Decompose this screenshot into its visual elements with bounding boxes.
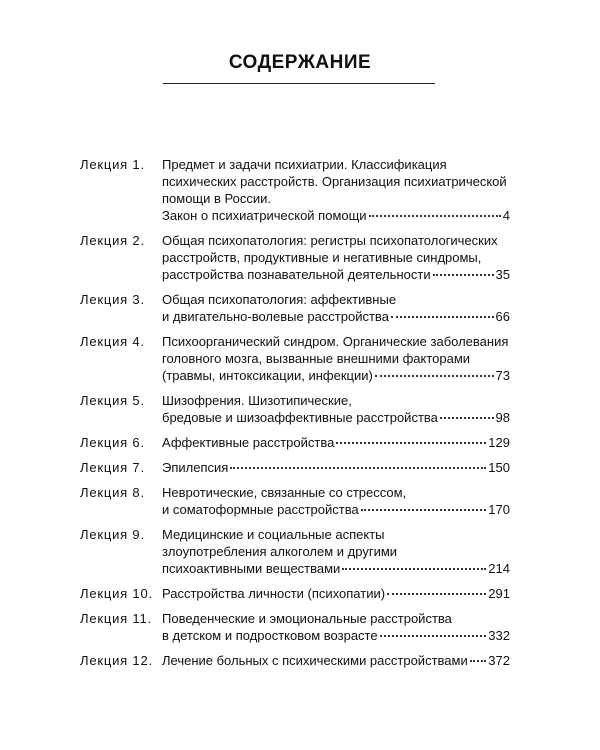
entry-title-line: Общая психопатология: регистры психопатологических <box>162 233 498 248</box>
entry-title-line: Поведенческие и эмоциональные расстройства <box>162 611 452 626</box>
page-number: 332 <box>488 628 510 643</box>
toc-entry <box>80 291 510 325</box>
entry-title-line: Предмет и задачи психиатрии. Классификация <box>162 157 447 172</box>
entry-title-line: головного мозга, вызванные внешними факторами <box>162 351 471 366</box>
dot-leader <box>369 215 501 217</box>
entry-title-line: Медицинские и социальные аспекты <box>162 527 385 542</box>
entry-title-line: Аффективные расстройства <box>162 435 335 450</box>
page-title: СОДЕРЖАНИЕ <box>228 52 372 73</box>
entry-last-line <box>162 207 510 224</box>
entry-last-line <box>162 308 510 325</box>
entry-title-line: Закон о психиатрической помощи <box>162 208 367 223</box>
lecture-number: Лекция 10. <box>80 586 153 601</box>
lecture-number: Лекция 12. <box>80 653 153 668</box>
page-number: 73 <box>495 368 510 383</box>
toc-entry-body <box>162 333 510 384</box>
dot-leader <box>470 660 487 662</box>
lecture-number: Лекция 8. <box>80 485 145 500</box>
entry-title-line: Шизофрения. Шизотипические, <box>162 393 352 408</box>
toc-entry <box>80 484 510 518</box>
lecture-number: Лекция 11. <box>80 611 152 626</box>
toc-entry-body <box>162 585 510 602</box>
dot-leader <box>440 417 494 419</box>
page-number: 214 <box>488 561 510 576</box>
toc-entry <box>80 392 510 426</box>
toc-entry-body <box>162 156 510 224</box>
entry-last-line <box>162 367 510 384</box>
toc-entry <box>80 459 510 476</box>
entry-title-line: в детском и подростковом возрасте <box>162 628 378 643</box>
entry-title-line: расстройства познавательной деятельности <box>162 267 431 282</box>
lecture-number: Лекция 6. <box>80 435 145 450</box>
dot-leader <box>361 509 487 511</box>
toc-entry-body <box>162 392 510 426</box>
page-number: 150 <box>488 460 510 475</box>
toc-entry-body <box>162 610 510 644</box>
toc-entry <box>80 333 510 384</box>
toc-entry-body <box>162 526 510 577</box>
toc-entry-body <box>162 484 510 518</box>
entry-title-line: Расстройства личности (психопатии) <box>162 586 386 601</box>
toc-entry <box>80 434 510 451</box>
entry-last-line <box>162 409 510 426</box>
lecture-number: Лекция 4. <box>80 334 145 349</box>
toc-entry <box>80 652 510 669</box>
page-number: 291 <box>488 586 510 601</box>
toc-entry <box>80 585 510 602</box>
entry-title-line: и соматоформные расстройства <box>162 502 359 517</box>
toc-entry <box>80 526 510 577</box>
dot-leader <box>336 442 486 444</box>
lecture-number: Лекция 2. <box>80 233 145 248</box>
entry-title-line: бредовые и шизоаффективные расстройства <box>162 410 438 425</box>
table-of-contents <box>80 156 510 677</box>
entry-title-line: Лечение больных с психическими расстройствами <box>162 653 468 668</box>
title-underline <box>163 83 435 84</box>
entry-title-line: психоактивными веществами <box>162 561 341 576</box>
toc-entry-body <box>162 291 510 325</box>
entry-title-line: Эпилепсия <box>162 460 229 475</box>
entry-last-line <box>162 627 510 644</box>
lecture-number: Лекция 1. <box>80 157 145 172</box>
entry-title-line: Общая психопатология: аффективные <box>162 292 397 307</box>
dot-leader <box>391 316 494 318</box>
toc-entry <box>80 156 510 224</box>
entry-title-line: помощи в России. <box>162 191 271 206</box>
dot-leader <box>387 593 486 595</box>
page-number: 98 <box>495 410 510 425</box>
dot-leader <box>433 274 494 276</box>
entry-last-line <box>162 501 510 518</box>
toc-entry <box>80 232 510 283</box>
toc-entry <box>80 610 510 644</box>
dot-leader <box>380 635 487 637</box>
entry-title-line: (травмы, интоксикации, инфекции) <box>162 368 373 383</box>
dot-leader <box>230 467 486 469</box>
toc-entry-body <box>162 232 510 283</box>
lecture-number: Лекция 7. <box>80 460 145 475</box>
entry-title-line: Психоорганический синдром. Органические заболевания <box>162 334 509 349</box>
lecture-number: Лекция 3. <box>80 292 145 307</box>
entry-title-line: злоупотребления алкоголем и другими <box>162 544 398 559</box>
entry-last-line <box>162 585 510 602</box>
entry-title-line: и двигательно-волевые расстройства <box>162 309 389 324</box>
lecture-number: Лекция 9. <box>80 527 145 542</box>
entry-last-line <box>162 652 510 669</box>
page-number: 372 <box>488 653 510 668</box>
page-number: 129 <box>488 435 510 450</box>
page-number: 35 <box>495 267 510 282</box>
entry-last-line <box>162 459 510 476</box>
entry-last-line <box>162 560 510 577</box>
entry-title-line: Невротические, связанные со стрессом, <box>162 485 407 500</box>
entry-title-line: расстройств, продуктивные и негативные синдромы, <box>162 250 482 265</box>
entry-last-line <box>162 434 510 451</box>
lecture-number: Лекция 5. <box>80 393 145 408</box>
toc-entry-body <box>162 652 510 669</box>
entry-last-line <box>162 266 510 283</box>
page-number: 170 <box>488 502 510 517</box>
dot-leader <box>375 375 494 377</box>
page-number: 66 <box>495 309 510 324</box>
entry-title-line: психических расстройств. Организация психиатрической <box>162 174 507 189</box>
toc-entry-body <box>162 459 510 476</box>
toc-entry-body <box>162 434 510 451</box>
page-number: 4 <box>502 208 510 223</box>
dot-leader <box>342 568 486 570</box>
